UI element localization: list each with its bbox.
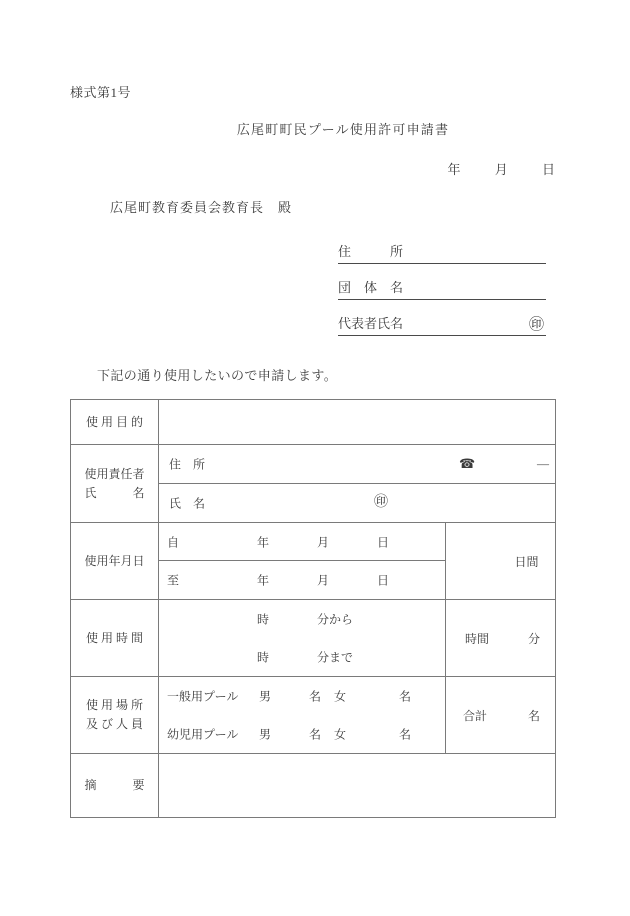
general-pool-male-label: 男	[259, 689, 272, 704]
responsible-address-subrow	[159, 445, 555, 483]
usage-time-start-subrow	[159, 600, 445, 638]
pool-total-cell[interactable]	[446, 677, 556, 754]
row-label-usage-date: 使用年月日	[71, 523, 159, 600]
usage-date-to-year: 年	[257, 573, 270, 588]
date-year-label: 年	[447, 162, 461, 177]
usage-date-cell[interactable]	[159, 523, 446, 600]
usage-duration-cell[interactable]	[446, 523, 556, 600]
usage-date-from-month: 月	[317, 535, 330, 549]
toddler-pool-female-label: 女	[334, 727, 347, 742]
toddler-pool-female-counter: 名	[399, 727, 412, 742]
remarks-input-cell[interactable]	[159, 754, 556, 818]
pool-total-label: 合計	[462, 708, 487, 723]
usage-time-end-subrow	[159, 638, 445, 676]
usage-date-from-day: 日	[377, 535, 390, 549]
applicant-group-field[interactable]	[338, 264, 546, 300]
usage-time-total-hour: 時間	[464, 631, 489, 646]
row-label-usage-time: 使 用 時 間	[71, 600, 159, 677]
telephone-icon: ☎	[459, 456, 476, 471]
applicant-address-label: 住 所	[338, 244, 404, 259]
row-label-purpose: 使 用 目 的	[71, 400, 159, 445]
seal-icon: ㊞	[528, 317, 544, 333]
usage-date-from-subrow	[159, 523, 445, 561]
telephone-dash: ―	[537, 456, 549, 471]
general-pool-female-label: 女	[334, 689, 347, 704]
date-line	[447, 159, 555, 178]
date-day-label: 日	[541, 162, 555, 177]
table-row-responsible-person	[71, 445, 556, 484]
table-row-usage-time	[71, 600, 556, 677]
usage-date-from-year: 年	[257, 535, 270, 549]
row-label-remarks: 摘 要	[71, 754, 159, 818]
form-number: 様式第1号	[70, 85, 132, 100]
pool-total-counter: 名	[528, 708, 541, 723]
applicant-representative-label: 代表者氏名	[338, 316, 404, 331]
usage-time-start-hour: 時	[257, 612, 270, 627]
table-row-remarks	[71, 754, 556, 818]
usage-time-total-cell[interactable]	[446, 600, 556, 677]
addressee: 広尾町教育委員会教育長 殿	[110, 200, 293, 215]
usage-date-to-month: 月	[317, 573, 330, 588]
date-month-label: 月	[494, 162, 508, 177]
general-pool-female-counter: 名	[399, 689, 412, 704]
table-row-usage-date	[71, 523, 556, 600]
usage-time-end-hour: 時	[257, 650, 270, 665]
applicant-address-field[interactable]	[338, 228, 546, 264]
responsible-address-label: 住 所	[169, 457, 206, 472]
applicant-group-label: 団 体 名	[338, 280, 404, 295]
general-pool-subrow	[159, 677, 445, 715]
responsible-name-subrow	[159, 484, 555, 522]
table-row-location-headcount	[71, 677, 556, 754]
toddler-pool-male-counter: 名	[309, 727, 322, 742]
general-pool-label: 一般用プール	[167, 689, 239, 704]
applicant-fields	[338, 228, 546, 336]
application-statement: 下記の通り使用したいので申請します。	[97, 368, 338, 383]
toddler-pool-subrow	[159, 715, 445, 753]
responsible-name-cell[interactable]	[159, 484, 556, 523]
usage-time-end-minute: 分まで	[317, 650, 354, 665]
usage-date-to-label: 至	[167, 573, 180, 588]
usage-time-total-minute: 分	[528, 631, 541, 646]
toddler-pool-male-label: 男	[259, 727, 272, 742]
usage-time-cell[interactable]	[159, 600, 446, 677]
general-pool-male-counter: 名	[309, 689, 322, 704]
pool-headcount-cell[interactable]	[159, 677, 446, 754]
usage-date-to-day: 日	[377, 573, 390, 588]
page-title: 広尾町町民プール使用許可申請書	[236, 122, 450, 137]
table-row-purpose	[71, 400, 556, 445]
responsible-name-label: 氏 名	[169, 496, 206, 511]
applicant-representative-field[interactable]	[338, 300, 546, 336]
row-label-responsible-person: 使用責任者 氏 名	[71, 445, 159, 523]
responsible-address-cell[interactable]	[159, 445, 556, 484]
application-table	[70, 399, 556, 818]
usage-date-to-subrow	[159, 561, 445, 599]
usage-time-start-minute: 分から	[317, 612, 354, 627]
purpose-input-cell[interactable]	[159, 400, 556, 445]
usage-date-from-label: 自	[167, 535, 180, 549]
toddler-pool-label: 幼児用プール	[167, 727, 239, 742]
usage-duration-unit: 日間	[514, 554, 539, 569]
row-label-location-headcount: 使 用 場 所 及 び 人 員	[71, 677, 159, 754]
seal-icon: ㊞	[374, 495, 388, 510]
